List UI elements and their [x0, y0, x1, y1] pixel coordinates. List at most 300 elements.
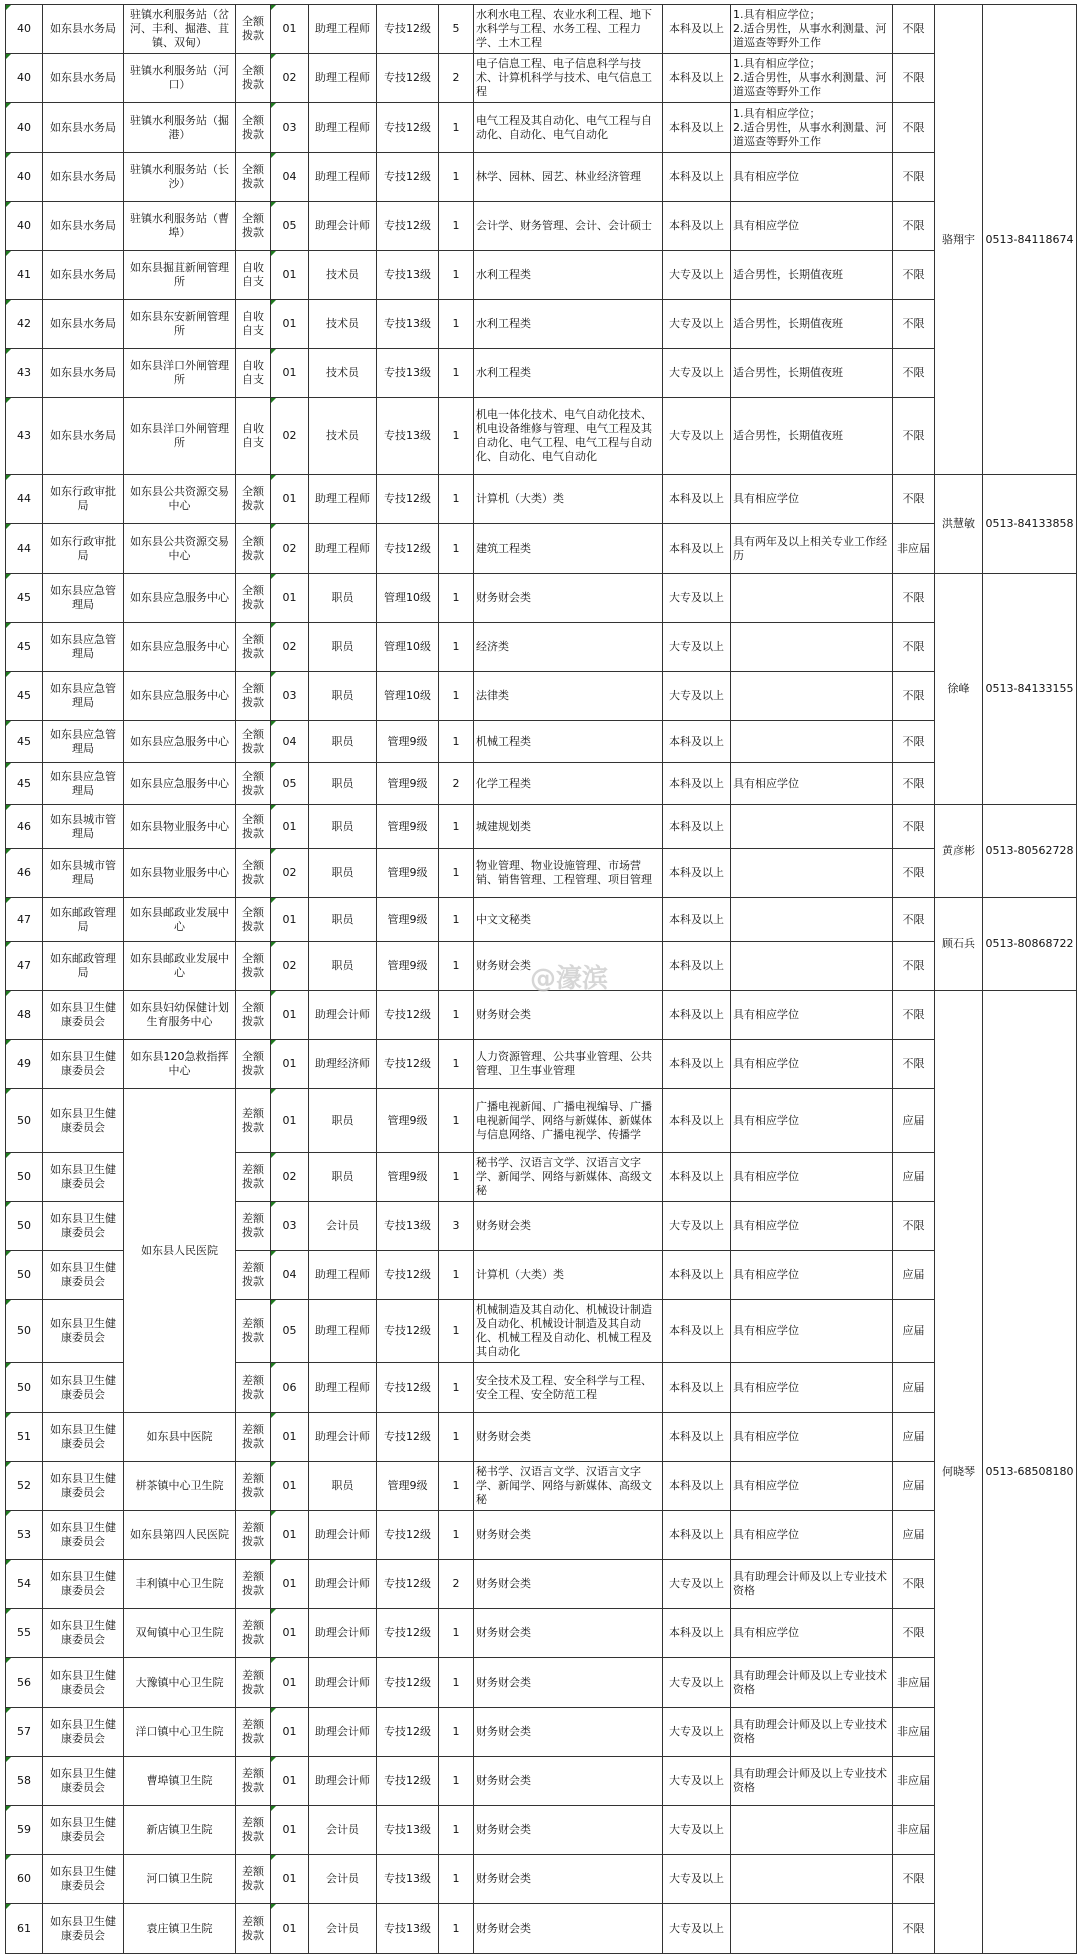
- position-title: 助理工程师: [309, 153, 377, 202]
- position-code: 01: [271, 898, 309, 942]
- position-level: 管理10级: [377, 574, 439, 623]
- other-requirements: 具有相应学位: [731, 1511, 893, 1560]
- position-group-number: 54: [6, 1560, 43, 1609]
- position-level: 管理9级: [377, 1462, 439, 1511]
- funding-type: 全额拨款: [236, 153, 271, 202]
- unit-name: 栟茶镇中心卫生院: [124, 1462, 236, 1511]
- other-requirements: 具有助理会计师及以上专业技术资格: [731, 1708, 893, 1757]
- department-name: 如东县卫生健康委员会: [43, 1658, 124, 1708]
- department-name: 如东县卫生健康委员会: [43, 1040, 124, 1089]
- department-name: 如东县卫生健康委员会: [43, 1904, 124, 1954]
- major-requirement: 城建规划类: [474, 805, 663, 849]
- position-level: 管理10级: [377, 672, 439, 721]
- department-name: 如东县卫生健康委员会: [43, 1202, 124, 1251]
- position-title: 技术员: [309, 398, 377, 475]
- hiring-count: 1: [439, 849, 474, 898]
- other-requirements: 具有相应学位: [731, 1040, 893, 1089]
- other-requirements: 具有相应学位: [731, 1462, 893, 1511]
- major-requirement: 计算机（大类）类: [474, 475, 663, 524]
- position-level: 专技12级: [377, 1757, 439, 1806]
- funding-type: 差额拨款: [236, 1658, 271, 1708]
- hiring-count: 1: [439, 153, 474, 202]
- unit-name: 如东县掘苴新闸管理所: [124, 251, 236, 300]
- table-row: [6, 1658, 1077, 1708]
- table-row: [6, 991, 1077, 1040]
- position-code: 01: [271, 349, 309, 398]
- contact-person: 骆翔宇: [935, 5, 983, 475]
- other-requirements: 1.具有相应学位； 2.适合男性，从事水利测量、河道巡查等野外工作: [731, 103, 893, 153]
- position-level: 管理9级: [377, 942, 439, 991]
- education-requirement: 本科及以上: [663, 1089, 731, 1153]
- position-level: 专技12级: [377, 1609, 439, 1658]
- position-level: 专技12级: [377, 1300, 439, 1363]
- funding-type: 差额拨款: [236, 1511, 271, 1560]
- position-level: 管理9级: [377, 898, 439, 942]
- major-requirement: 财务财会类: [474, 1202, 663, 1251]
- unit-name: 河口镇卫生院: [124, 1855, 236, 1904]
- other-requirements: [731, 1855, 893, 1904]
- major-requirement: 水利工程类: [474, 349, 663, 398]
- hiring-count: 1: [439, 1251, 474, 1300]
- position-group-number: 42: [6, 300, 43, 349]
- position-code: 01: [271, 574, 309, 623]
- unit-name: 驻镇水利服务站（掘港）: [124, 103, 236, 153]
- position-level: 专技12级: [377, 1708, 439, 1757]
- fresh-graduate-requirement: 不限: [893, 991, 935, 1040]
- major-requirement: 电子信息工程、电子信息科学与技术、计算机科学与技术、电气信息工程: [474, 54, 663, 103]
- department-name: 如东县应急管理局: [43, 763, 124, 805]
- department-name: 如东县卫生健康委员会: [43, 1251, 124, 1300]
- table-row: [6, 1413, 1077, 1462]
- table-row: [6, 103, 1077, 153]
- table-row: [6, 805, 1077, 849]
- fresh-graduate-requirement: 应届: [893, 1413, 935, 1462]
- position-level: 专技13级: [377, 349, 439, 398]
- table-row: [6, 898, 1077, 942]
- fresh-graduate-requirement: 非应届: [893, 1757, 935, 1806]
- position-group-number: 45: [6, 623, 43, 672]
- education-requirement: 大专及以上: [663, 1855, 731, 1904]
- major-requirement: 机械工程类: [474, 721, 663, 763]
- education-requirement: 大专及以上: [663, 1806, 731, 1855]
- position-code: 02: [271, 524, 309, 574]
- position-group-number: 55: [6, 1609, 43, 1658]
- position-title: 助理工程师: [309, 1363, 377, 1413]
- table-row: [6, 5, 1077, 54]
- hiring-count: 5: [439, 5, 474, 54]
- position-code: 02: [271, 54, 309, 103]
- position-title: 助理会计师: [309, 1413, 377, 1462]
- major-requirement: 人力资源管理、公共事业管理、公共管理、卫生事业管理: [474, 1040, 663, 1089]
- position-group-number: 51: [6, 1413, 43, 1462]
- funding-type: 自收自支: [236, 251, 271, 300]
- hiring-count: 1: [439, 202, 474, 251]
- position-code: 01: [271, 1413, 309, 1462]
- major-requirement: 财务财会类: [474, 1757, 663, 1806]
- table-row: [6, 524, 1077, 574]
- position-group-number: 50: [6, 1300, 43, 1363]
- position-code: 02: [271, 623, 309, 672]
- fresh-graduate-requirement: 应届: [893, 1251, 935, 1300]
- table-row: [6, 1462, 1077, 1511]
- funding-type: 全额拨款: [236, 623, 271, 672]
- unit-name: 如东县物业服务中心: [124, 805, 236, 849]
- fresh-graduate-requirement: 应届: [893, 1462, 935, 1511]
- major-requirement: 化学工程类: [474, 763, 663, 805]
- position-level: 专技13级: [377, 398, 439, 475]
- department-name: 如东县卫生健康委员会: [43, 991, 124, 1040]
- fresh-graduate-requirement: 非应届: [893, 1708, 935, 1757]
- unit-name: 如东县人民医院: [124, 1089, 236, 1413]
- position-title: 技术员: [309, 251, 377, 300]
- other-requirements: 1.具有相应学位； 2.适合男性，从事水利测量、河道巡查等野外工作: [731, 5, 893, 54]
- contact-person: 徐峰: [935, 574, 983, 805]
- other-requirements: [731, 1904, 893, 1954]
- position-title: 职员: [309, 721, 377, 763]
- position-level: 专技13级: [377, 300, 439, 349]
- other-requirements: [731, 942, 893, 991]
- position-title: 助理经济师: [309, 1040, 377, 1089]
- major-requirement: 林学、园林、园艺、林业经济管理: [474, 153, 663, 202]
- table-body: [6, 5, 1077, 1954]
- funding-type: 全额拨款: [236, 805, 271, 849]
- major-requirement: 财务财会类: [474, 1413, 663, 1462]
- position-level: 管理9级: [377, 721, 439, 763]
- fresh-graduate-requirement: 不限: [893, 1040, 935, 1089]
- education-requirement: 本科及以上: [663, 991, 731, 1040]
- major-requirement: 广播电视新闻、广播电视编导、广播电视新闻学、网络与新媒体、新媒体与信息网络、广播电视学、传播学: [474, 1089, 663, 1153]
- position-group-number: 47: [6, 942, 43, 991]
- recruitment-positions-table: [5, 4, 1077, 1954]
- contact-phone: 0513-84133858: [983, 475, 1077, 574]
- hiring-count: 1: [439, 524, 474, 574]
- other-requirements: [731, 805, 893, 849]
- position-title: 会计员: [309, 1855, 377, 1904]
- fresh-graduate-requirement: 不限: [893, 1560, 935, 1609]
- position-title: 职员: [309, 898, 377, 942]
- unit-name: 如东县公共资源交易中心: [124, 524, 236, 574]
- department-name: 如东县卫生健康委员会: [43, 1560, 124, 1609]
- position-code: 02: [271, 398, 309, 475]
- fresh-graduate-requirement: 非应届: [893, 524, 935, 574]
- unit-name: 洋口镇中心卫生院: [124, 1708, 236, 1757]
- unit-name: 如东县中医院: [124, 1413, 236, 1462]
- other-requirements: 具有相应学位: [731, 202, 893, 251]
- major-requirement: 会计学、财务管理、会计、会计硕士: [474, 202, 663, 251]
- education-requirement: 本科及以上: [663, 524, 731, 574]
- position-title: 职员: [309, 849, 377, 898]
- table-row: [6, 398, 1077, 475]
- fresh-graduate-requirement: 应届: [893, 1363, 935, 1413]
- watermark: @濠滨: [530, 964, 609, 994]
- other-requirements: 具有相应学位: [731, 1413, 893, 1462]
- other-requirements: [731, 672, 893, 721]
- table-row: [6, 1806, 1077, 1855]
- table-row: [6, 475, 1077, 524]
- education-requirement: 大专及以上: [663, 574, 731, 623]
- position-group-number: 50: [6, 1363, 43, 1413]
- department-name: 如东县卫生健康委员会: [43, 1511, 124, 1560]
- hiring-count: 1: [439, 103, 474, 153]
- contact-person: 洪慧敏: [935, 475, 983, 574]
- department-name: 如东县水务局: [43, 398, 124, 475]
- position-group-number: 41: [6, 251, 43, 300]
- hiring-count: 1: [439, 1511, 474, 1560]
- fresh-graduate-requirement: 不限: [893, 251, 935, 300]
- fresh-graduate-requirement: 不限: [893, 202, 935, 251]
- table-row: [6, 1855, 1077, 1904]
- other-requirements: 具有助理会计师及以上专业技术资格: [731, 1560, 893, 1609]
- other-requirements: 具有相应学位: [731, 991, 893, 1040]
- position-group-number: 44: [6, 475, 43, 524]
- position-title: 会计员: [309, 1904, 377, 1954]
- fresh-graduate-requirement: 应届: [893, 1089, 935, 1153]
- education-requirement: 大专及以上: [663, 1658, 731, 1708]
- other-requirements: 具有相应学位: [731, 1202, 893, 1251]
- fresh-graduate-requirement: 不限: [893, 805, 935, 849]
- major-requirement: 秘书学、汉语言文学、汉语言文字学、新闻学、网络与新媒体、高级文秘: [474, 1153, 663, 1202]
- hiring-count: 1: [439, 398, 474, 475]
- other-requirements: 具有相应学位: [731, 1251, 893, 1300]
- major-requirement: 水利水电工程、农业水利工程、地下水科学与工程、水务工程、工程力学、土木工程: [474, 5, 663, 54]
- unit-name: 驻镇水利服务站（曹埠）: [124, 202, 236, 251]
- position-code: 03: [271, 1202, 309, 1251]
- position-group-number: 45: [6, 763, 43, 805]
- position-group-number: 40: [6, 202, 43, 251]
- position-code: 01: [271, 5, 309, 54]
- hiring-count: 1: [439, 1363, 474, 1413]
- unit-name: 驻镇水利服务站（河口）: [124, 54, 236, 103]
- position-title: 技术员: [309, 349, 377, 398]
- department-name: 如东县卫生健康委员会: [43, 1855, 124, 1904]
- fresh-graduate-requirement: 不限: [893, 574, 935, 623]
- position-group-number: 48: [6, 991, 43, 1040]
- department-name: 如东县卫生健康委员会: [43, 1300, 124, 1363]
- major-requirement: 法律类: [474, 672, 663, 721]
- position-title: 助理工程师: [309, 103, 377, 153]
- department-name: 如东县卫生健康委员会: [43, 1757, 124, 1806]
- table-row: [6, 623, 1077, 672]
- unit-name: 如东县邮政业发展中心: [124, 898, 236, 942]
- position-level: 专技13级: [377, 1904, 439, 1954]
- education-requirement: 大专及以上: [663, 1757, 731, 1806]
- unit-name: 如东县邮政业发展中心: [124, 942, 236, 991]
- other-requirements: 具有两年及以上相关专业工作经历: [731, 524, 893, 574]
- other-requirements: 具有相应学位: [731, 475, 893, 524]
- position-code: 01: [271, 1757, 309, 1806]
- position-group-number: 46: [6, 849, 43, 898]
- other-requirements: [731, 721, 893, 763]
- funding-type: 自收自支: [236, 300, 271, 349]
- education-requirement: 本科及以上: [663, 202, 731, 251]
- fresh-graduate-requirement: 不限: [893, 763, 935, 805]
- hiring-count: 2: [439, 1560, 474, 1609]
- position-code: 05: [271, 1300, 309, 1363]
- department-name: 如东县卫生健康委员会: [43, 1363, 124, 1413]
- position-code: 01: [271, 1609, 309, 1658]
- department-name: 如东县水务局: [43, 202, 124, 251]
- fresh-graduate-requirement: 不限: [893, 153, 935, 202]
- position-title: 助理会计师: [309, 202, 377, 251]
- department-name: 如东县水务局: [43, 54, 124, 103]
- fresh-graduate-requirement: 不限: [893, 349, 935, 398]
- fresh-graduate-requirement: 不限: [893, 942, 935, 991]
- position-code: 01: [271, 1708, 309, 1757]
- other-requirements: [731, 849, 893, 898]
- department-name: 如东县水务局: [43, 5, 124, 54]
- table-row: [6, 1904, 1077, 1954]
- major-requirement: 财务财会类: [474, 1609, 663, 1658]
- education-requirement: 本科及以上: [663, 1153, 731, 1202]
- position-level: 专技12级: [377, 1251, 439, 1300]
- position-title: 助理工程师: [309, 475, 377, 524]
- major-requirement: 安全技术及工程、安全科学与工程、安全工程、安全防范工程: [474, 1363, 663, 1413]
- funding-type: 差额拨款: [236, 1363, 271, 1413]
- other-requirements: [731, 898, 893, 942]
- department-name: 如东县卫生健康委员会: [43, 1708, 124, 1757]
- unit-name: 如东县应急服务中心: [124, 721, 236, 763]
- position-group-number: 61: [6, 1904, 43, 1954]
- unit-name: 如东县洋口外闸管理所: [124, 349, 236, 398]
- education-requirement: 本科及以上: [663, 849, 731, 898]
- major-requirement: 中文文秘类: [474, 898, 663, 942]
- other-requirements: 适合男性，长期值夜班: [731, 349, 893, 398]
- unit-name: 丰利镇中心卫生院: [124, 1560, 236, 1609]
- department-name: 如东县卫生健康委员会: [43, 1462, 124, 1511]
- funding-type: 差额拨款: [236, 1855, 271, 1904]
- education-requirement: 本科及以上: [663, 103, 731, 153]
- contact-phone: 0513-80868722: [983, 898, 1077, 991]
- funding-type: 差额拨款: [236, 1806, 271, 1855]
- position-group-number: 44: [6, 524, 43, 574]
- position-code: 01: [271, 1089, 309, 1153]
- position-code: 04: [271, 721, 309, 763]
- funding-type: 全额拨款: [236, 1040, 271, 1089]
- hiring-count: 1: [439, 1462, 474, 1511]
- table-row: [6, 202, 1077, 251]
- hiring-count: 1: [439, 805, 474, 849]
- department-name: 如东县应急管理局: [43, 623, 124, 672]
- funding-type: 差额拨款: [236, 1609, 271, 1658]
- major-requirement: 财务财会类: [474, 942, 663, 991]
- position-code: 03: [271, 103, 309, 153]
- position-title: 助理会计师: [309, 1560, 377, 1609]
- position-title: 助理会计师: [309, 1658, 377, 1708]
- position-level: 专技13级: [377, 1202, 439, 1251]
- position-level: 专技13级: [377, 1855, 439, 1904]
- position-code: 01: [271, 805, 309, 849]
- fresh-graduate-requirement: 不限: [893, 103, 935, 153]
- position-code: 01: [271, 251, 309, 300]
- education-requirement: 本科及以上: [663, 763, 731, 805]
- position-level: 管理9级: [377, 763, 439, 805]
- position-title: 职员: [309, 672, 377, 721]
- table-row: [6, 1757, 1077, 1806]
- funding-type: 差额拨款: [236, 1462, 271, 1511]
- position-level: 专技13级: [377, 251, 439, 300]
- position-code: 01: [271, 300, 309, 349]
- table-row: [6, 672, 1077, 721]
- hiring-count: 1: [439, 1089, 474, 1153]
- position-group-number: 45: [6, 574, 43, 623]
- position-code: 01: [271, 475, 309, 524]
- position-code: 01: [271, 1658, 309, 1708]
- hiring-count: 1: [439, 623, 474, 672]
- position-level: 管理9级: [377, 805, 439, 849]
- fresh-graduate-requirement: 不限: [893, 475, 935, 524]
- fresh-graduate-requirement: 不限: [893, 672, 935, 721]
- education-requirement: 本科及以上: [663, 805, 731, 849]
- table-row: [6, 1040, 1077, 1089]
- other-requirements: 具有相应学位: [731, 1363, 893, 1413]
- hiring-count: 1: [439, 1658, 474, 1708]
- position-title: 会计员: [309, 1806, 377, 1855]
- department-name: 如东行政审批局: [43, 475, 124, 524]
- other-requirements: 1.具有相应学位； 2.适合男性，从事水利测量、河道巡查等野外工作: [731, 54, 893, 103]
- other-requirements: 适合男性，长期值夜班: [731, 398, 893, 475]
- position-group-number: 45: [6, 672, 43, 721]
- funding-type: 自收自支: [236, 349, 271, 398]
- position-title: 助理工程师: [309, 1251, 377, 1300]
- fresh-graduate-requirement: 不限: [893, 1855, 935, 1904]
- position-title: 职员: [309, 1089, 377, 1153]
- hiring-count: 1: [439, 300, 474, 349]
- contact-phone: 0513-84118674: [983, 5, 1077, 475]
- education-requirement: 本科及以上: [663, 942, 731, 991]
- major-requirement: 建筑工程类: [474, 524, 663, 574]
- position-group-number: 58: [6, 1757, 43, 1806]
- funding-type: 差额拨款: [236, 1560, 271, 1609]
- unit-name: 如东县第四人民医院: [124, 1511, 236, 1560]
- position-level: 管理9级: [377, 1153, 439, 1202]
- education-requirement: 本科及以上: [663, 1251, 731, 1300]
- department-name: 如东县水务局: [43, 153, 124, 202]
- position-title: 助理工程师: [309, 1300, 377, 1363]
- department-name: 如东行政审批局: [43, 524, 124, 574]
- position-code: 03: [271, 672, 309, 721]
- education-requirement: 本科及以上: [663, 1363, 731, 1413]
- table-row: [6, 251, 1077, 300]
- major-requirement: 财务财会类: [474, 574, 663, 623]
- position-title: 助理会计师: [309, 1757, 377, 1806]
- table-row: [6, 349, 1077, 398]
- fresh-graduate-requirement: 非应届: [893, 1806, 935, 1855]
- funding-type: 差额拨款: [236, 1413, 271, 1462]
- funding-type: 全额拨款: [236, 672, 271, 721]
- other-requirements: [731, 574, 893, 623]
- department-name: 如东邮政管理局: [43, 942, 124, 991]
- other-requirements: 适合男性，长期值夜班: [731, 300, 893, 349]
- major-requirement: 计算机（大类）类: [474, 1251, 663, 1300]
- position-level: 专技12级: [377, 202, 439, 251]
- table-row: [6, 763, 1077, 805]
- position-group-number: 43: [6, 349, 43, 398]
- position-level: 专技12级: [377, 1511, 439, 1560]
- position-level: 管理9级: [377, 849, 439, 898]
- major-requirement: 财务财会类: [474, 1855, 663, 1904]
- position-group-number: 60: [6, 1855, 43, 1904]
- hiring-count: 1: [439, 942, 474, 991]
- fresh-graduate-requirement: 不限: [893, 1609, 935, 1658]
- major-requirement: 物业管理、物业设施管理、市场营销、销售管理、工程管理、项目管理: [474, 849, 663, 898]
- other-requirements: 具有相应学位: [731, 1089, 893, 1153]
- fresh-graduate-requirement: 非应届: [893, 1658, 935, 1708]
- funding-type: 全额拨款: [236, 721, 271, 763]
- position-group-number: 57: [6, 1708, 43, 1757]
- hiring-count: 1: [439, 574, 474, 623]
- education-requirement: 本科及以上: [663, 1462, 731, 1511]
- position-title: 助理会计师: [309, 1708, 377, 1757]
